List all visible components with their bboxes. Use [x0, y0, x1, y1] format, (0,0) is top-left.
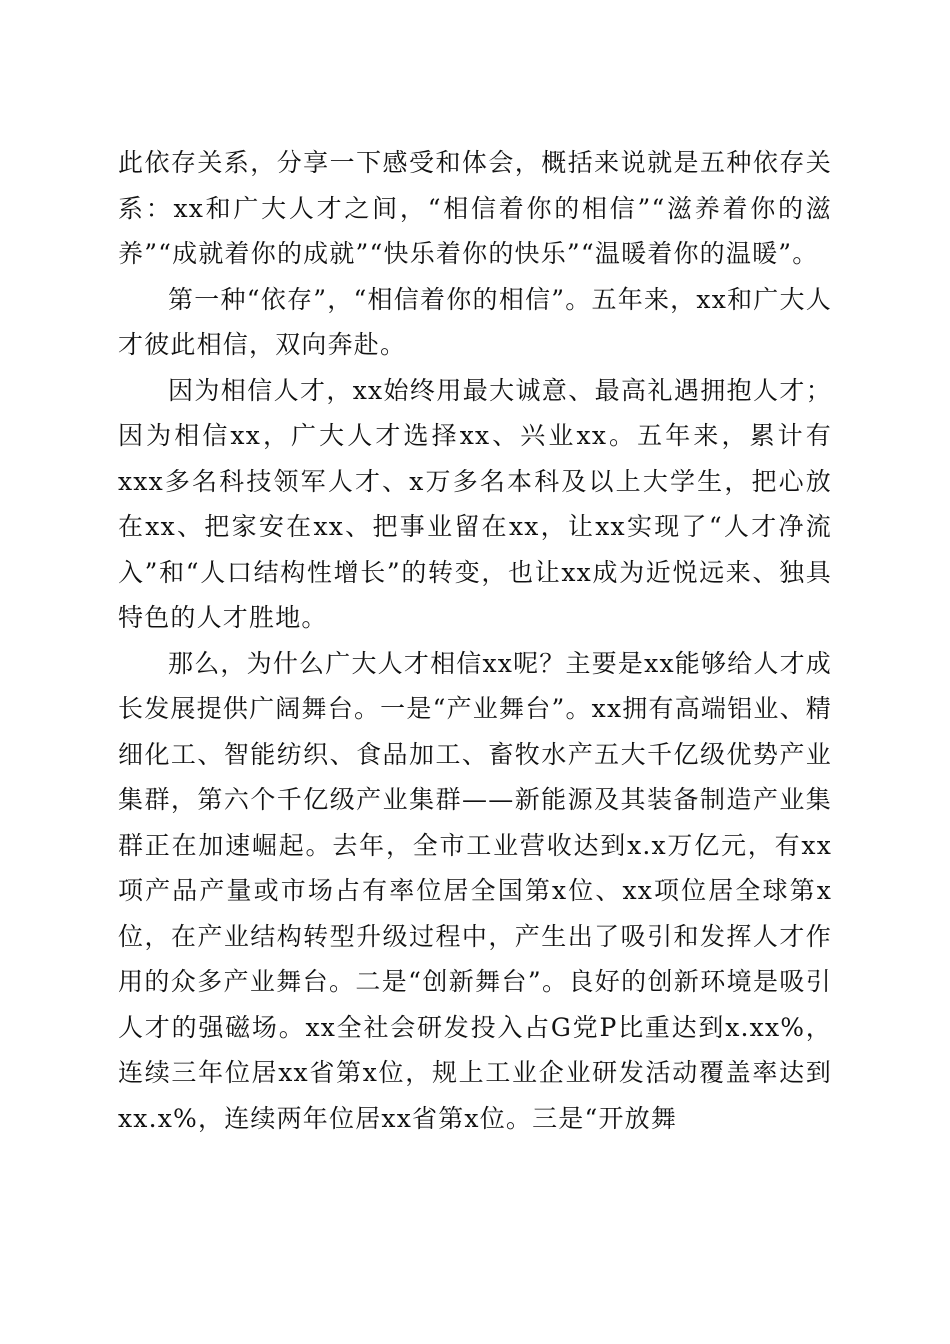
- paragraph-why-trust: 那么，为什么广大人才相信xx呢？主要是xx能够给人才成长发展提供广阔舞台。一是“产业舞台”。xx拥有高端铝业、精细化工、智能纺织、食品加工、畜牧水产五大千亿级优势产业集群，第六个千亿级产业集群——新能源及其装备制造产业集群正在加速崛起。去年，全市工业营收达到x.x万亿元，有xx项产品产量或市场占有率位居全国第x位、xx项位居全球第x位，在产业结构转型升级过程中，产生出了吸引和发挥人才作用的众多产业舞台。二是“创新舞台”。良好的创新环境是吸引人才的强磁场。xx全社会研发投入占G党P比重达到x.xx%，连续三年位居xx省第x位，规上工业企业研发活动覆盖率达到xx.x%，连续两年位居xx省第x位。三是“开放舞: [118, 648, 832, 1133]
- paragraph-first-dependency: 第一种“依存”，“相信着你的相信”。五年来，xx和广大人才彼此相信，双向奔赴。: [118, 284, 832, 359]
- paragraph-trust-in-talent: 因为相信人才，xx始终用最大诚意、最高礼遇拥抱人才；因为相信xx，广大人才选择xx、兴业xx。五年来，累计有xxx多名科技领军人才、x万多名本科及以上大学生，把心放在xx、把家安在xx、把事业留在xx，让xx实现了“人才净流入”和“人口结构性增长”的转变，也让xx成为近悦远来、独具特色的人才胜地。: [118, 375, 832, 632]
- document-body: [118, 140, 832, 1141]
- paragraph-intro-continuation: 此依存关系，分享一下感受和体会，概括来说就是五种依存关系：xx和广大人才之间，“相信着你的相信”“滋养着你的滋养”“成就着你的成就”“快乐着你的快乐”“温暖着你的温暖”。: [118, 148, 832, 268]
